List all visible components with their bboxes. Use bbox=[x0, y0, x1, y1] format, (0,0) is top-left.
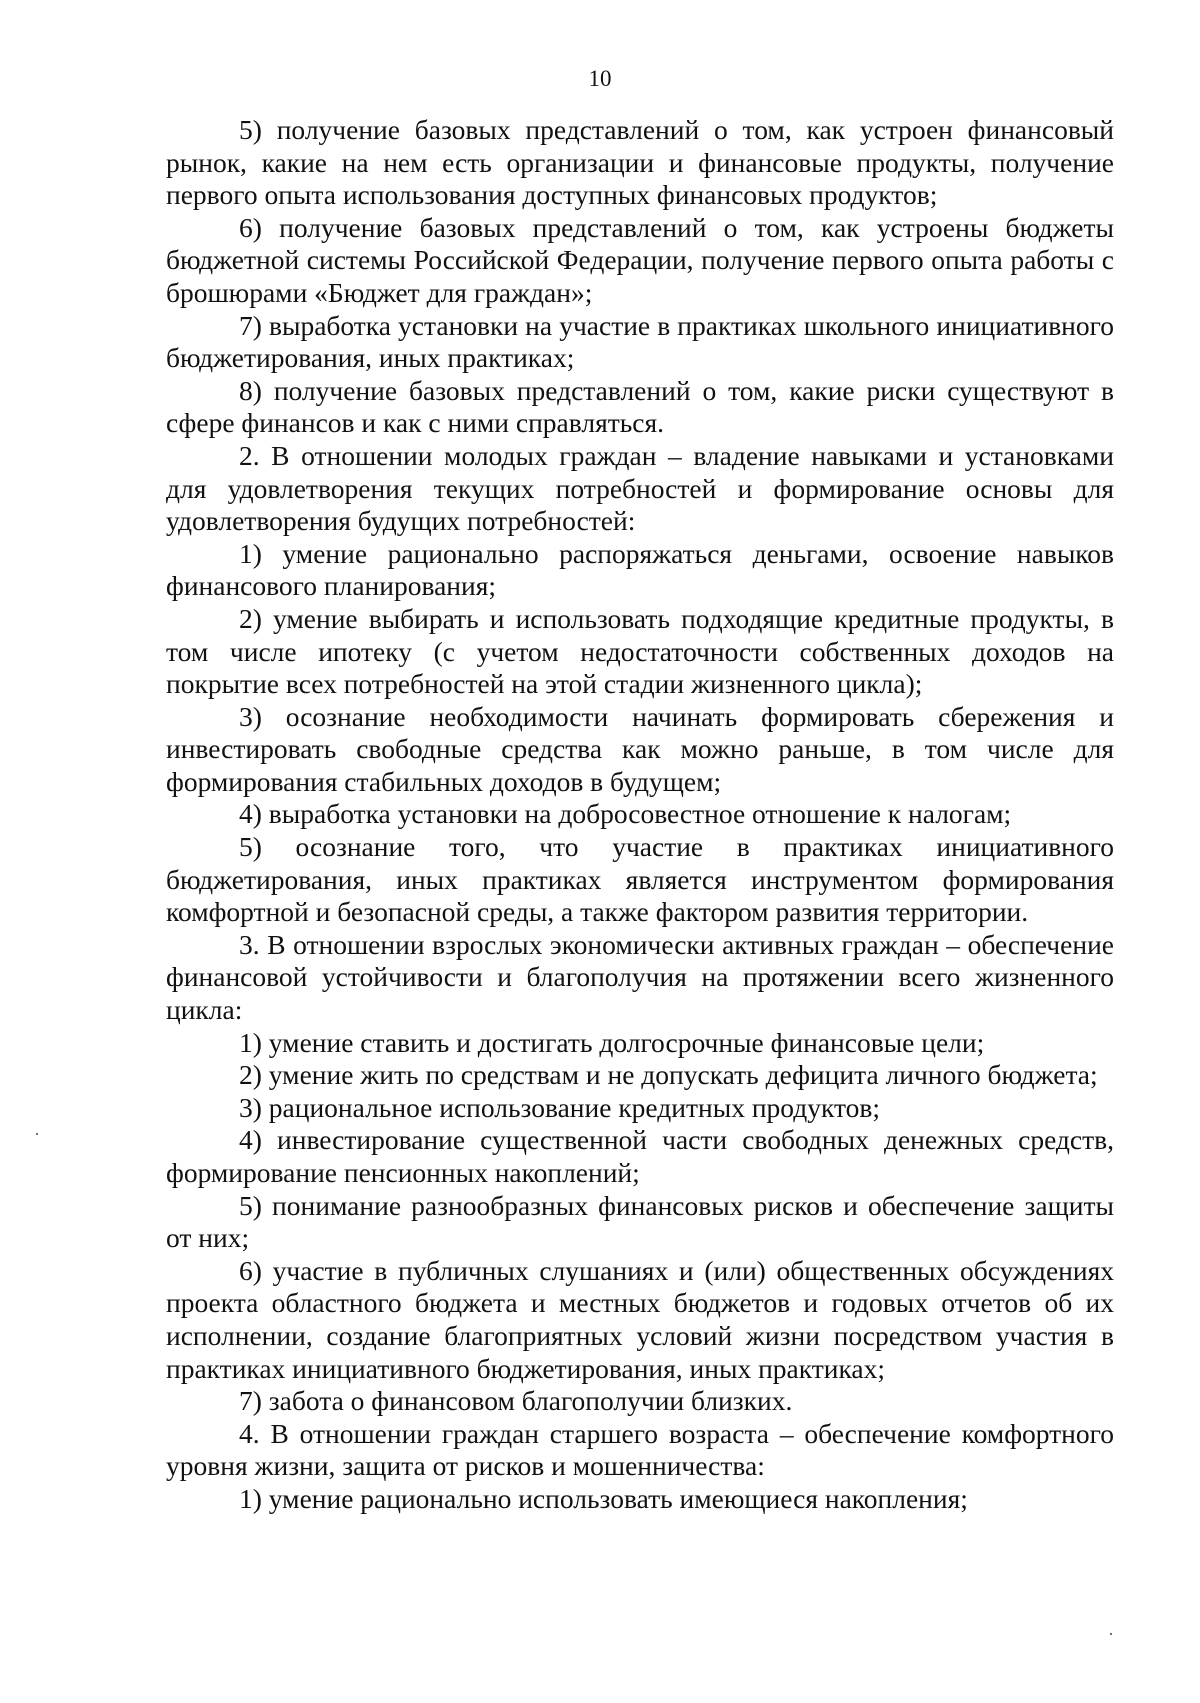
paragraph-adult-item-5: 5) понимание разнообразных финансовых рисков и обеспечение защиты от них; bbox=[166, 1189, 1114, 1254]
paragraph-school-item-8: 8) получение базовых представлений о том, какие риски существуют в сфере финансов и как с ними справляться. bbox=[166, 374, 1114, 439]
section-3-heading: 3. В отношении взрослых экономически активных граждан – обеспечение финансовой устойчивости и благополучия на протяжении всего жизненного цикла: bbox=[166, 928, 1114, 1026]
paragraph-youth-item-1: 1) умение рационально распоряжаться деньгами, освоение навыков финансового планирования; bbox=[166, 537, 1114, 602]
section-4-heading: 4. В отношении граждан старшего возраста – обеспечение комфортного уровня жизни, защита от рисков и мошенничества: bbox=[166, 1417, 1114, 1482]
document-body bbox=[166, 114, 1114, 1516]
scan-speck bbox=[1110, 1633, 1112, 1635]
paragraph-adult-item-2: 2) умение жить по средствам и не допускать дефицита личного бюджета; bbox=[239, 1059, 1098, 1091]
paragraph-school-item-7: 7) выработка установки на участие в практиках школьного инициативного бюджетирования, иных практиках; bbox=[166, 309, 1114, 374]
paragraph-adult-item-4: 4) инвестирование существенной части свободных денежных средств, формирование пенсионных накоплений; bbox=[166, 1124, 1114, 1188]
paragraph-youth-item-5: 5) осознание того, что участие в практиках инициативного бюджетирования, иных практиках является инструментом формирования комфортной и безопасной среды, а также фактором развития территории. bbox=[166, 831, 1114, 928]
page-number: 10 bbox=[588, 66, 612, 91]
paragraph-youth-item-4: 4) выработка установки на добросовестное отношение к налогам; bbox=[239, 798, 1012, 830]
paragraph-youth-item-3: 3) осознание необходимости начинать формировать сбережения и инвестировать свободные средства как можно раньше, в том числе для формирования стабильных доходов в будущем; bbox=[166, 700, 1114, 797]
paragraph-school-item-5: 5) получение базовых представлений о том, как устроен финансовый рынок, какие на нем есть организации и финансовые продукты, получение первого опыта использования доступных финансовых продуктов; bbox=[166, 114, 1114, 211]
paragraph-adult-item-7: 7) забота о финансовом благополучии близких. bbox=[239, 1385, 793, 1417]
paragraph-senior-item-1: 1) умение рационально использовать имеющиеся накопления; bbox=[239, 1482, 968, 1514]
paragraph-adult-item-6: 6) участие в публичных слушаниях и (или) общественных обсуждениях проекта областного бюджета и местных бюджетов и годовых отчетов об их исполнении, создание благоприятных условий жизни посредством участия в практиках инициативного бюджетирования, иных практиках; bbox=[166, 1254, 1114, 1384]
paragraph-school-item-6: 6) получение базовых представлений о том, как устроены бюджеты бюджетной системы Российской Федерации, получение первого опыта работы с брошюрами «Бюджет для граждан»; bbox=[166, 211, 1114, 308]
paragraph-adult-item-3: 3) рациональное использование кредитных продуктов; bbox=[239, 1091, 881, 1123]
paragraph-adult-item-1: 1) умение ставить и достигать долгосрочные финансовые цели; bbox=[239, 1026, 985, 1058]
section-2-heading: 2. В отношении молодых граждан – владение навыками и установками для удовлетворения текущих потребностей и формирование основы для удовлетворения будущих потребностей: bbox=[166, 439, 1114, 537]
paragraph-youth-item-2: 2) умение выбирать и использовать подходящие кредитные продукты, в том числе ипотеку (с учетом недостаточности собственных доходов на покрытие всех потребностей на этой стадии жизненного цикла); bbox=[166, 602, 1114, 700]
scan-speck bbox=[36, 1133, 38, 1135]
